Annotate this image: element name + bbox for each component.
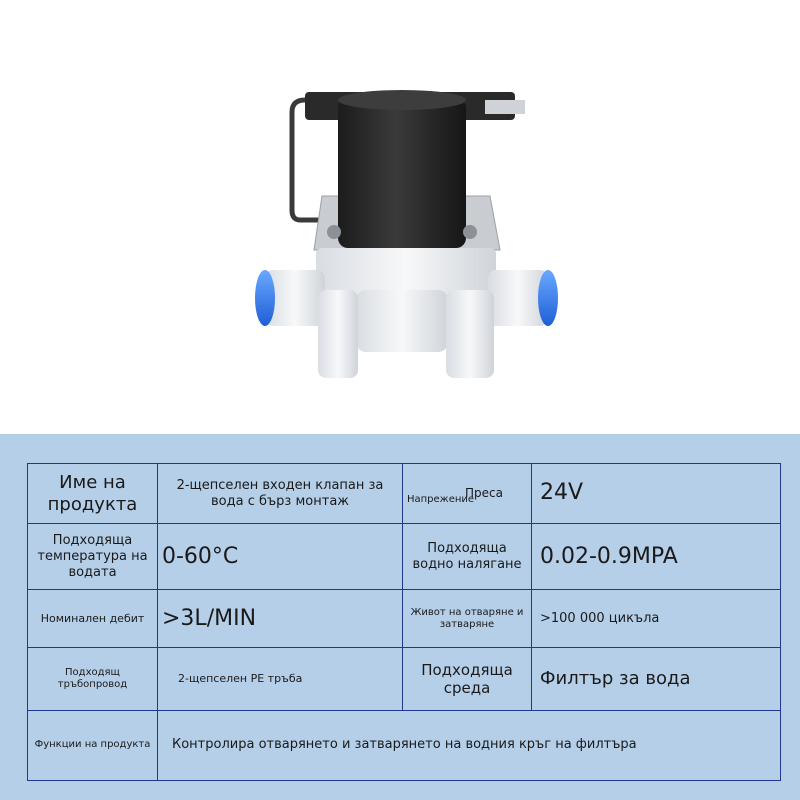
spec-table <box>27 463 781 781</box>
table-row <box>28 464 781 524</box>
label-rated-flow: Номинален дебит <box>28 590 158 648</box>
label-voltage-main: Преса <box>465 485 503 500</box>
label-functions: Функции на продукта <box>28 710 158 780</box>
value-water-pressure: 0.02-0.9MPA <box>532 524 781 590</box>
label-water-temp: Подходяща температура на водата <box>28 524 158 590</box>
label-voltage <box>403 464 532 524</box>
table-row <box>28 710 781 780</box>
value-cycle-life: >100 000 цикъла <box>532 590 781 648</box>
value-product-name: 2-щепселен входен клапан за вода с бърз монтаж <box>158 464 403 524</box>
value-voltage: 24V <box>532 464 781 524</box>
label-product-name: Име на продукта <box>28 464 158 524</box>
label-water-pressure: Подходяща водно налягане <box>403 524 532 590</box>
value-water-temp: 0-60°C <box>158 524 403 590</box>
label-pipe: Подходящ тръбопровод <box>28 648 158 710</box>
value-pipe: 2-щепселен PE тръба <box>158 648 403 710</box>
table-row <box>28 648 781 710</box>
table-row <box>28 524 781 590</box>
table-row <box>28 590 781 648</box>
label-cycle-life: Живот на отваряне и затваряне <box>403 590 532 648</box>
value-rated-flow: >3L/MIN <box>158 590 403 648</box>
value-functions: Контролира отварянето и затварянето на водния кръг на филтъра <box>158 710 781 780</box>
label-voltage-sub: Напрежение <box>407 493 475 505</box>
label-medium: Подходяща среда <box>403 648 532 710</box>
value-medium: Филтър за вода <box>532 648 781 710</box>
